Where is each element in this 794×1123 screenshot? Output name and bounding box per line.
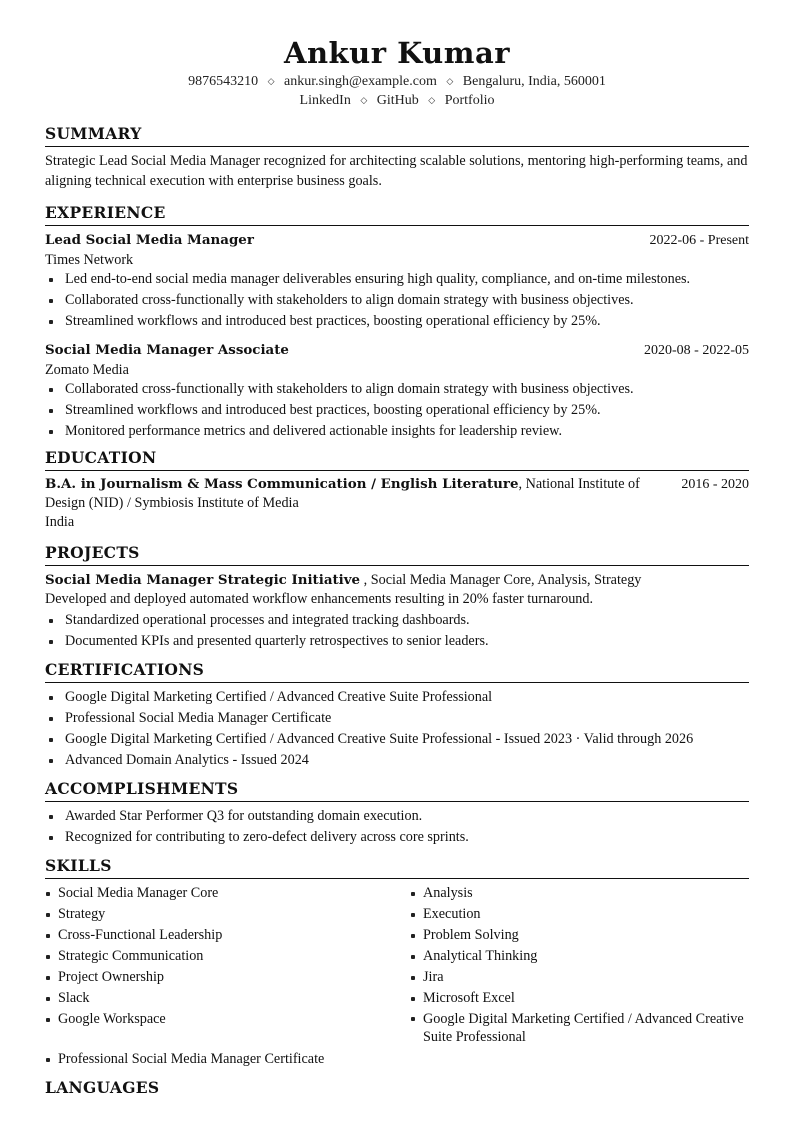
portfolio-link[interactable]: Portfolio xyxy=(444,93,495,108)
certifications-list xyxy=(45,687,749,771)
project-title xyxy=(45,570,749,590)
accomplishments-heading: ACCOMPLISHMENTS xyxy=(45,779,749,802)
institution: , National Institute of Design (NID) / Symbiosis Institute of Media xyxy=(45,476,640,511)
list-item: Standardized operational processes and integrated tracking dashboards. xyxy=(45,610,749,631)
list-item: Professional Social Media Manager Certificate xyxy=(45,708,749,729)
summary-text: Strategic Lead Social Media Manager recognized for architecting scalable solutions, mentoring high-performing teams, and aligning technical execution with enterprise business goals. xyxy=(45,153,748,189)
skill-item: Cross-Functional Leadership xyxy=(45,925,410,946)
experience-heading: EXPERIENCE xyxy=(45,203,749,226)
education-dates: 2016 - 2020 xyxy=(681,477,749,492)
skills-grid xyxy=(45,883,749,1070)
education-heading: EDUCATION xyxy=(45,448,749,471)
skill-item: Google Workspace xyxy=(45,1009,410,1048)
skill-item: Jira xyxy=(410,967,749,988)
contact-line xyxy=(45,72,749,91)
accomplishments-list xyxy=(45,806,749,848)
education-location: India xyxy=(45,514,75,530)
list-item: Collaborated cross-functionally with stakeholders to align domain strategy with business objectives. xyxy=(45,290,749,311)
skill-item: Microsoft Excel xyxy=(410,988,749,1009)
skill-item: Google Digital Marketing Certified / Advanced Creative Suite Professional xyxy=(410,1009,749,1048)
resume-page xyxy=(45,34,749,1104)
skills-heading: SKILLS xyxy=(45,856,749,879)
phone: 9876543210 xyxy=(188,74,259,89)
list-item: Streamlined workflows and introduced best practices, boosting operational efficiency by 25%. xyxy=(45,400,749,421)
education-title xyxy=(45,475,645,513)
separator-icon: ◇ xyxy=(446,76,454,86)
location: Bengaluru, India, 560001 xyxy=(462,74,606,89)
skill-item: Problem Solving xyxy=(410,925,749,946)
list-item: Google Digital Marketing Certified / Advanced Creative Suite Professional xyxy=(45,687,749,708)
separator-icon: ◇ xyxy=(428,95,436,105)
degree: B.A. in Journalism & Mass Communication / English Literature xyxy=(45,476,519,492)
skill-item: Strategy xyxy=(45,904,410,925)
linkedin-link[interactable]: LinkedIn xyxy=(299,93,351,108)
separator-icon: ◇ xyxy=(360,95,368,105)
skill-item: Social Media Manager Core xyxy=(45,883,410,904)
experience-entry xyxy=(45,230,749,332)
list-item: Documented KPIs and presented quarterly retrospectives to senior leaders. xyxy=(45,631,749,652)
company-name: Zomato Media xyxy=(45,362,129,378)
skill-item: Strategic Communication xyxy=(45,946,410,967)
list-item: Advanced Domain Analytics - Issued 2024 xyxy=(45,750,749,771)
summary-heading: SUMMARY xyxy=(45,124,749,147)
education-entry xyxy=(45,475,749,513)
job-title: Social Media Manager Associate xyxy=(45,342,289,358)
email-link[interactable]: ankur.singh@example.com xyxy=(284,74,437,89)
skill-item: Analysis xyxy=(410,883,749,904)
job-bullets xyxy=(45,379,749,442)
skill-item: Slack xyxy=(45,988,410,1009)
separator-icon: ◇ xyxy=(267,76,275,86)
github-link[interactable]: GitHub xyxy=(376,93,419,108)
project-tags: , Social Media Manager Core, Analysis, Strategy xyxy=(360,572,642,588)
job-dates: 2022-06 - Present xyxy=(649,233,749,248)
experience-entry xyxy=(45,340,749,442)
project-name: Social Media Manager Strategic Initiative xyxy=(45,572,361,588)
projects-heading: PROJECTS xyxy=(45,543,749,566)
list-item: Led end-to-end social media manager deliverables ensuring high quality, compliance, and on-time milestones. xyxy=(45,269,749,290)
languages-heading: LANGUAGES xyxy=(45,1078,160,1097)
links-line xyxy=(45,91,749,110)
list-item: Monitored performance metrics and delivered actionable insights for leadership review. xyxy=(45,421,749,442)
skill-item: Professional Social Media Manager Certificate xyxy=(45,1049,410,1070)
skill-item: Execution xyxy=(410,904,749,925)
project-bullets xyxy=(45,610,749,652)
project-description: Developed and deployed automated workflow enhancements resulting in 20% faster turnaround. xyxy=(45,591,594,607)
skill-item: Project Ownership xyxy=(45,967,410,988)
company-name: Times Network xyxy=(45,252,134,268)
job-title: Lead Social Media Manager xyxy=(45,232,254,248)
candidate-name: Ankur Kumar xyxy=(283,36,511,70)
list-item: Collaborated cross-functionally with stakeholders to align domain strategy with business objectives. xyxy=(45,379,749,400)
list-item: Google Digital Marketing Certified / Advanced Creative Suite Professional - Issued 2023 · Valid through 2026 xyxy=(45,729,749,750)
list-item: Recognized for contributing to zero-defect delivery across core sprints. xyxy=(45,827,749,848)
list-item: Streamlined workflows and introduced best practices, boosting operational efficiency by 25%. xyxy=(45,311,749,332)
list-item: Awarded Star Performer Q3 for outstanding domain execution. xyxy=(45,806,749,827)
job-dates: 2020-08 - 2022-05 xyxy=(644,343,749,358)
job-bullets xyxy=(45,269,749,332)
certifications-heading: CERTIFICATIONS xyxy=(45,660,749,683)
skill-item: Analytical Thinking xyxy=(410,946,749,967)
